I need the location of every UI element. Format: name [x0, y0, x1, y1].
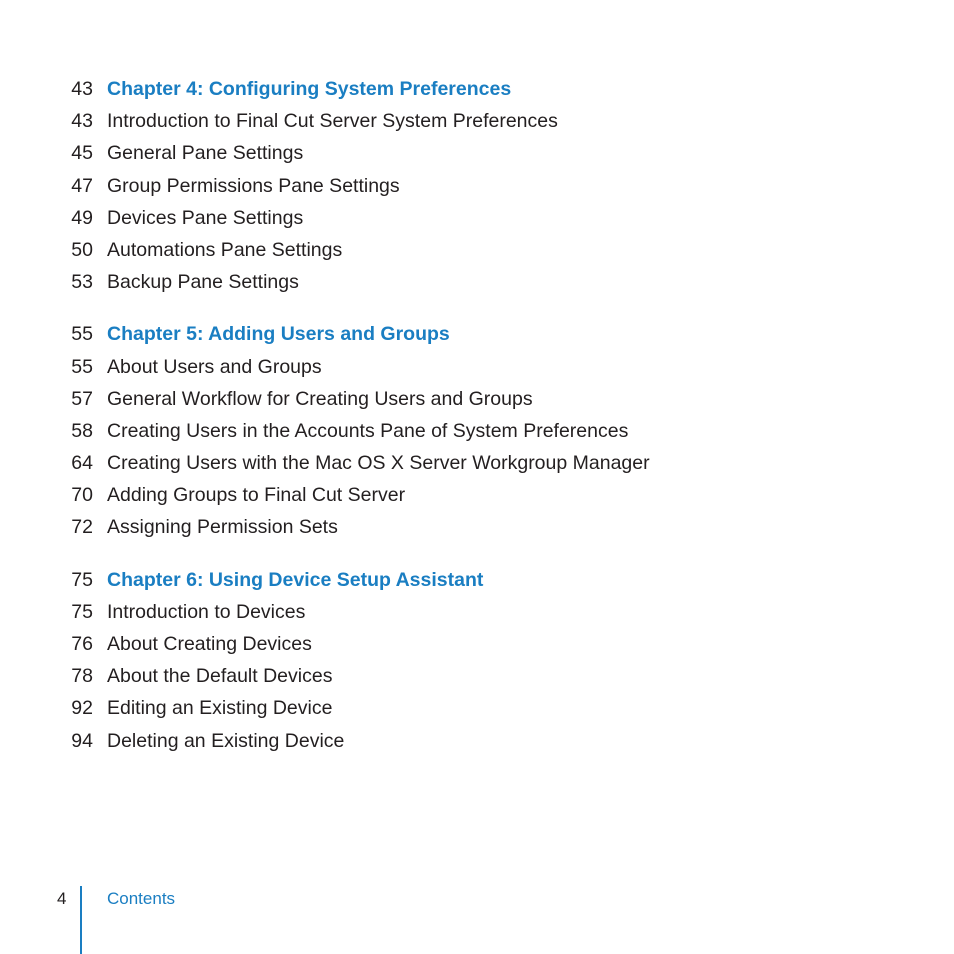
toc-page-number: 72 [71, 516, 93, 539]
toc-entry-link[interactable]: Assigning Permission Sets [107, 516, 338, 539]
toc-section-chapter-6 [0, 565, 954, 758]
toc-page-number: 55 [71, 355, 93, 378]
toc-entry-link[interactable]: Automations Pane Settings [107, 238, 343, 261]
toc-entry-row[interactable] [0, 661, 954, 693]
toc-entry-row[interactable] [0, 416, 954, 448]
toc-page-number: 43 [71, 110, 93, 133]
toc-section-chapter-4 [0, 74, 954, 299]
toc-chapter-link[interactable]: Chapter 5: Adding Users and Groups [107, 323, 450, 346]
toc-page-number: 50 [71, 238, 93, 261]
toc-chapter-link[interactable]: Chapter 6: Using Device Setup Assistant [107, 568, 484, 591]
toc-page-number: 75 [71, 568, 93, 591]
toc-entry-link[interactable]: Creating Users in the Accounts Pane of System Preferences [107, 419, 629, 442]
toc-entry-row[interactable] [0, 384, 954, 416]
toc-entry-row[interactable] [0, 138, 954, 170]
toc-entry-link[interactable]: About the Default Devices [107, 665, 333, 688]
toc-entry-row[interactable] [0, 726, 954, 758]
toc-entry-link[interactable]: Backup Pane Settings [107, 271, 299, 294]
toc-entry-link[interactable]: General Pane Settings [107, 142, 304, 165]
toc-page-number: 78 [71, 665, 93, 688]
toc-entry-row[interactable] [0, 171, 954, 203]
toc-entry-row[interactable] [0, 106, 954, 138]
footer-page-number: 4 [57, 889, 67, 908]
toc-page-number: 64 [71, 452, 93, 475]
toc-entry-link[interactable]: Editing an Existing Device [107, 697, 333, 720]
toc-page-number: 43 [71, 78, 93, 100]
toc-entry-row[interactable] [0, 235, 954, 267]
toc-entry-row[interactable] [0, 693, 954, 725]
toc-entry-row[interactable] [0, 597, 954, 629]
toc-page-number: 70 [71, 484, 93, 507]
toc-page-number: 55 [71, 323, 93, 346]
toc-entry-row[interactable] [0, 352, 954, 384]
toc-entry-link[interactable]: General Workflow for Creating Users and Groups [107, 387, 533, 410]
toc-page-number: 92 [71, 697, 93, 720]
toc-entry-link[interactable]: About Users and Groups [107, 355, 322, 378]
toc-entry-row[interactable] [0, 203, 954, 235]
toc-entry-link[interactable]: Group Permissions Pane Settings [107, 174, 400, 197]
toc-entry-link[interactable]: Devices Pane Settings [107, 206, 304, 229]
toc-entry-link[interactable]: Deleting an Existing Device [107, 729, 345, 752]
toc-chapter-row[interactable] [0, 74, 954, 106]
toc-entry-row[interactable] [0, 512, 954, 544]
toc-chapter-row[interactable] [0, 319, 954, 351]
toc-page-number: 75 [71, 600, 93, 623]
toc-entry-row[interactable] [0, 267, 954, 299]
toc-page-number: 53 [71, 271, 93, 294]
toc-page-number: 94 [71, 729, 93, 752]
toc-page-number: 47 [71, 174, 93, 197]
toc-entry-link[interactable]: Introduction to Devices [107, 600, 306, 623]
toc-section-chapter-5 [0, 319, 954, 544]
toc-entry-row[interactable] [0, 480, 954, 512]
toc-entry-link[interactable]: Introduction to Final Cut Server System Preferences [107, 110, 558, 133]
toc-chapter-link[interactable]: Chapter 4: Configuring System Preferences [107, 78, 512, 100]
toc-page-number: 45 [71, 142, 93, 165]
toc-chapter-row[interactable] [0, 565, 954, 597]
toc-entry-link[interactable]: Creating Users with the Mac OS X Server Workgroup Manager [107, 452, 650, 475]
toc-entry-link[interactable]: Adding Groups to Final Cut Server [107, 484, 406, 507]
footer-section-label: Contents [107, 889, 176, 908]
footer-divider [80, 886, 82, 954]
toc-page-number: 76 [71, 633, 93, 655]
toc-entry-link[interactable]: About Creating Devices [107, 633, 312, 655]
table-of-contents [0, 74, 954, 778]
toc-entry-row[interactable] [0, 629, 954, 661]
toc-page-number: 49 [71, 206, 93, 229]
toc-page-number: 58 [71, 419, 93, 442]
toc-entry-row[interactable] [0, 448, 954, 480]
toc-page-number: 57 [71, 387, 93, 410]
